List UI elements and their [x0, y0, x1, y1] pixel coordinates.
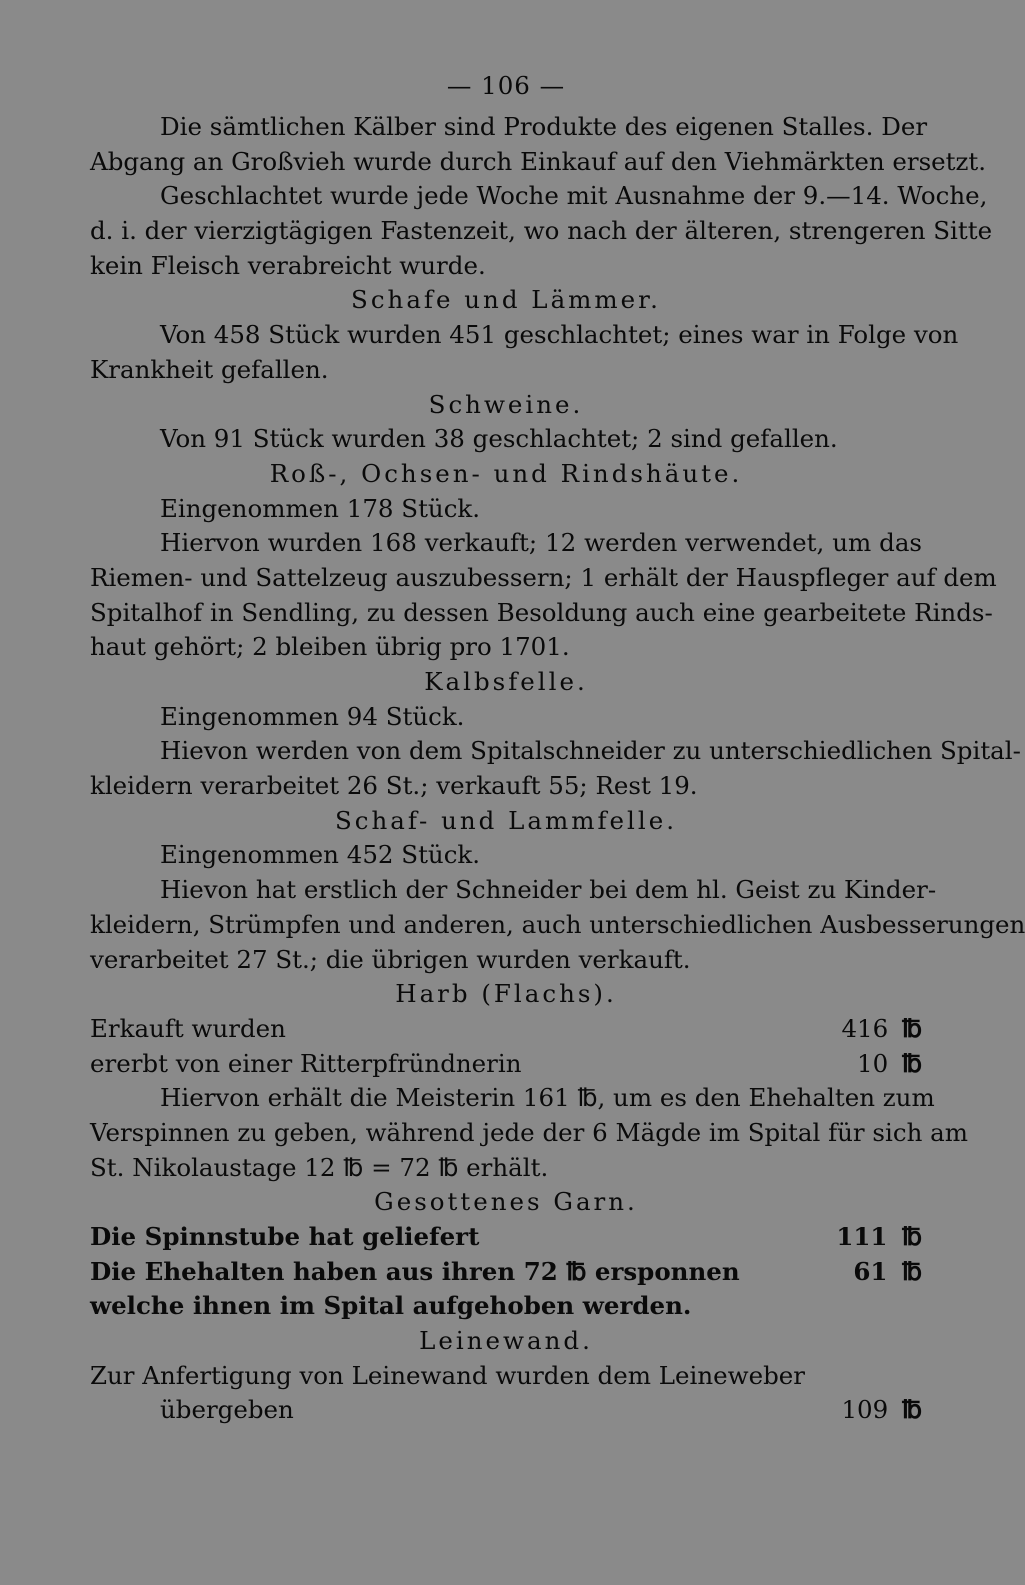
- table-row: [90, 1255, 922, 1290]
- kalbsfelle-eingenommen: Eingenommen 94 Stück.: [160, 701, 465, 731]
- text-line: kleidern, Strümpfen und anderen, auch unterschiedlichen Ausbesserungen: [90, 909, 1025, 939]
- paragraph-lammfelle: [90, 873, 1025, 977]
- page-text: [90, 62, 1025, 1428]
- section-heading-schweine: Schweine.: [428, 389, 584, 419]
- section-heading-garn: Gesottenes Garn.: [374, 1187, 638, 1217]
- text-line: Hiervon erhält die Meisterin 161 ℔, um es den Ehehalten zum: [160, 1083, 935, 1113]
- section-heading-kalbsfelle: Kalbsfelle.: [424, 667, 588, 696]
- garn-note: welche ihnen im Spital aufgehoben werden.: [90, 1291, 692, 1321]
- row-value: 109 ℔: [841, 1393, 922, 1428]
- text-line: verarbeitet 27 St.; die übrigen wurden verkauft.: [90, 944, 691, 974]
- garn-table: [90, 1220, 922, 1324]
- paragraph-harb: [90, 1081, 968, 1185]
- table-row: [90, 1220, 922, 1255]
- text-line: kein Fleisch verabreicht wurde.: [90, 250, 486, 280]
- row-value: 416 ℔: [841, 1012, 922, 1047]
- page-number: — 106 —: [446, 71, 566, 100]
- pound-unit-icon: ℔: [901, 1013, 922, 1043]
- paragraph-schweine: Von 91 Stück wurden 38 geschlachtet; 2 sind gefallen.: [160, 424, 838, 454]
- paragraph-haeute: [90, 526, 997, 665]
- paragraph-kaelber: [90, 110, 993, 283]
- paragraph-kalbsfelle: [90, 734, 1021, 803]
- row-label: Die Ehehalten haben aus ihren 72 ℔ ersponnen: [90, 1256, 740, 1286]
- text-line: Verspinnen zu geben, während jede der 6 Mägde im Spital für sich am: [90, 1117, 968, 1147]
- text-line: Riemen- und Sattelzeug auszubessern; 1 erhält der Hauspfleger auf dem: [90, 562, 997, 592]
- lammfelle-eingenommen: Eingenommen 452 Stück.: [160, 840, 481, 870]
- section-heading-haeute: Roß-, Ochsen- und Rindshäute.: [269, 458, 743, 488]
- text-line: Die sämtlichen Kälber sind Produkte des eigenen Stalles. Der: [160, 112, 928, 141]
- row-value: 10 ℔: [857, 1047, 922, 1082]
- text-line: Geschlachtet wurde jede Woche mit Ausnahme der 9.—14. Woche,: [160, 181, 988, 211]
- leinewand-block: [90, 1359, 922, 1428]
- pound-unit-icon: ℔: [901, 1256, 922, 1286]
- table-row: [90, 1393, 922, 1428]
- row-label: ererbt von einer Ritterpfründnerin: [90, 1048, 522, 1078]
- pound-unit-icon: ℔: [901, 1048, 922, 1078]
- text-line: Krankheit gefallen.: [90, 354, 329, 384]
- haeute-eingenommen: Eingenommen 178 Stück.: [160, 493, 481, 523]
- section-heading-lammfelle: Schaf- und Lammfelle.: [334, 805, 678, 835]
- section-heading-schafe: Schafe und Lämmer.: [351, 285, 661, 315]
- pound-unit-icon: ℔: [901, 1222, 922, 1251]
- pound-unit-icon: ℔: [901, 1395, 922, 1425]
- text-line: Hievon werden von dem Spitalschneider zu unterschiedlichen Spital-: [160, 736, 1021, 766]
- text-line: St. Nikolaustage 12 ℔ = 72 ℔ erhält.: [90, 1152, 549, 1182]
- text-line: Von 458 Stück wurden 451 geschlachtet; eines war in Folge von: [160, 320, 959, 350]
- text-line: d. i. der vierzigtägigen Fastenzeit, wo nach der älteren, strengeren Sitte: [90, 216, 993, 246]
- text-line: Zur Anfertigung von Leinewand wurden dem Leineweber: [90, 1360, 805, 1390]
- text-line: haut gehört; 2 bleiben übrig pro 1701.: [90, 632, 570, 662]
- row-value: 61 ℔: [853, 1255, 922, 1290]
- text-line: Abgang an Großvieh wurde durch Einkauf auf den Viehmärkten ersetzt.: [90, 146, 987, 176]
- text-line: Hiervon wurden 168 verkauft; 12 werden verwendet, um das: [160, 528, 922, 558]
- text-line: Spitalhof in Sendling, zu dessen Besoldung auch eine gearbeitete Rinds-: [90, 597, 993, 627]
- section-heading-leinewand: Leinewand.: [419, 1326, 593, 1356]
- text-line: Hievon hat erstlich der Schneider bei dem hl. Geist zu Kinder-: [160, 875, 937, 905]
- row-label: Erkauft wurden: [90, 1013, 286, 1043]
- table-row: [90, 1047, 922, 1082]
- section-heading-harb: Harb (Flachs).: [395, 979, 617, 1009]
- text-line: kleidern verarbeitet 26 St.; verkauft 55; Rest 19.: [90, 771, 698, 801]
- paragraph-schafe: [90, 318, 959, 387]
- table-row: [90, 1012, 922, 1047]
- row-label: übergeben: [160, 1395, 294, 1425]
- row-label: Die Spinnstube hat geliefert: [90, 1222, 480, 1251]
- row-value: 111 ℔: [836, 1220, 922, 1255]
- harb-table: [90, 1012, 922, 1081]
